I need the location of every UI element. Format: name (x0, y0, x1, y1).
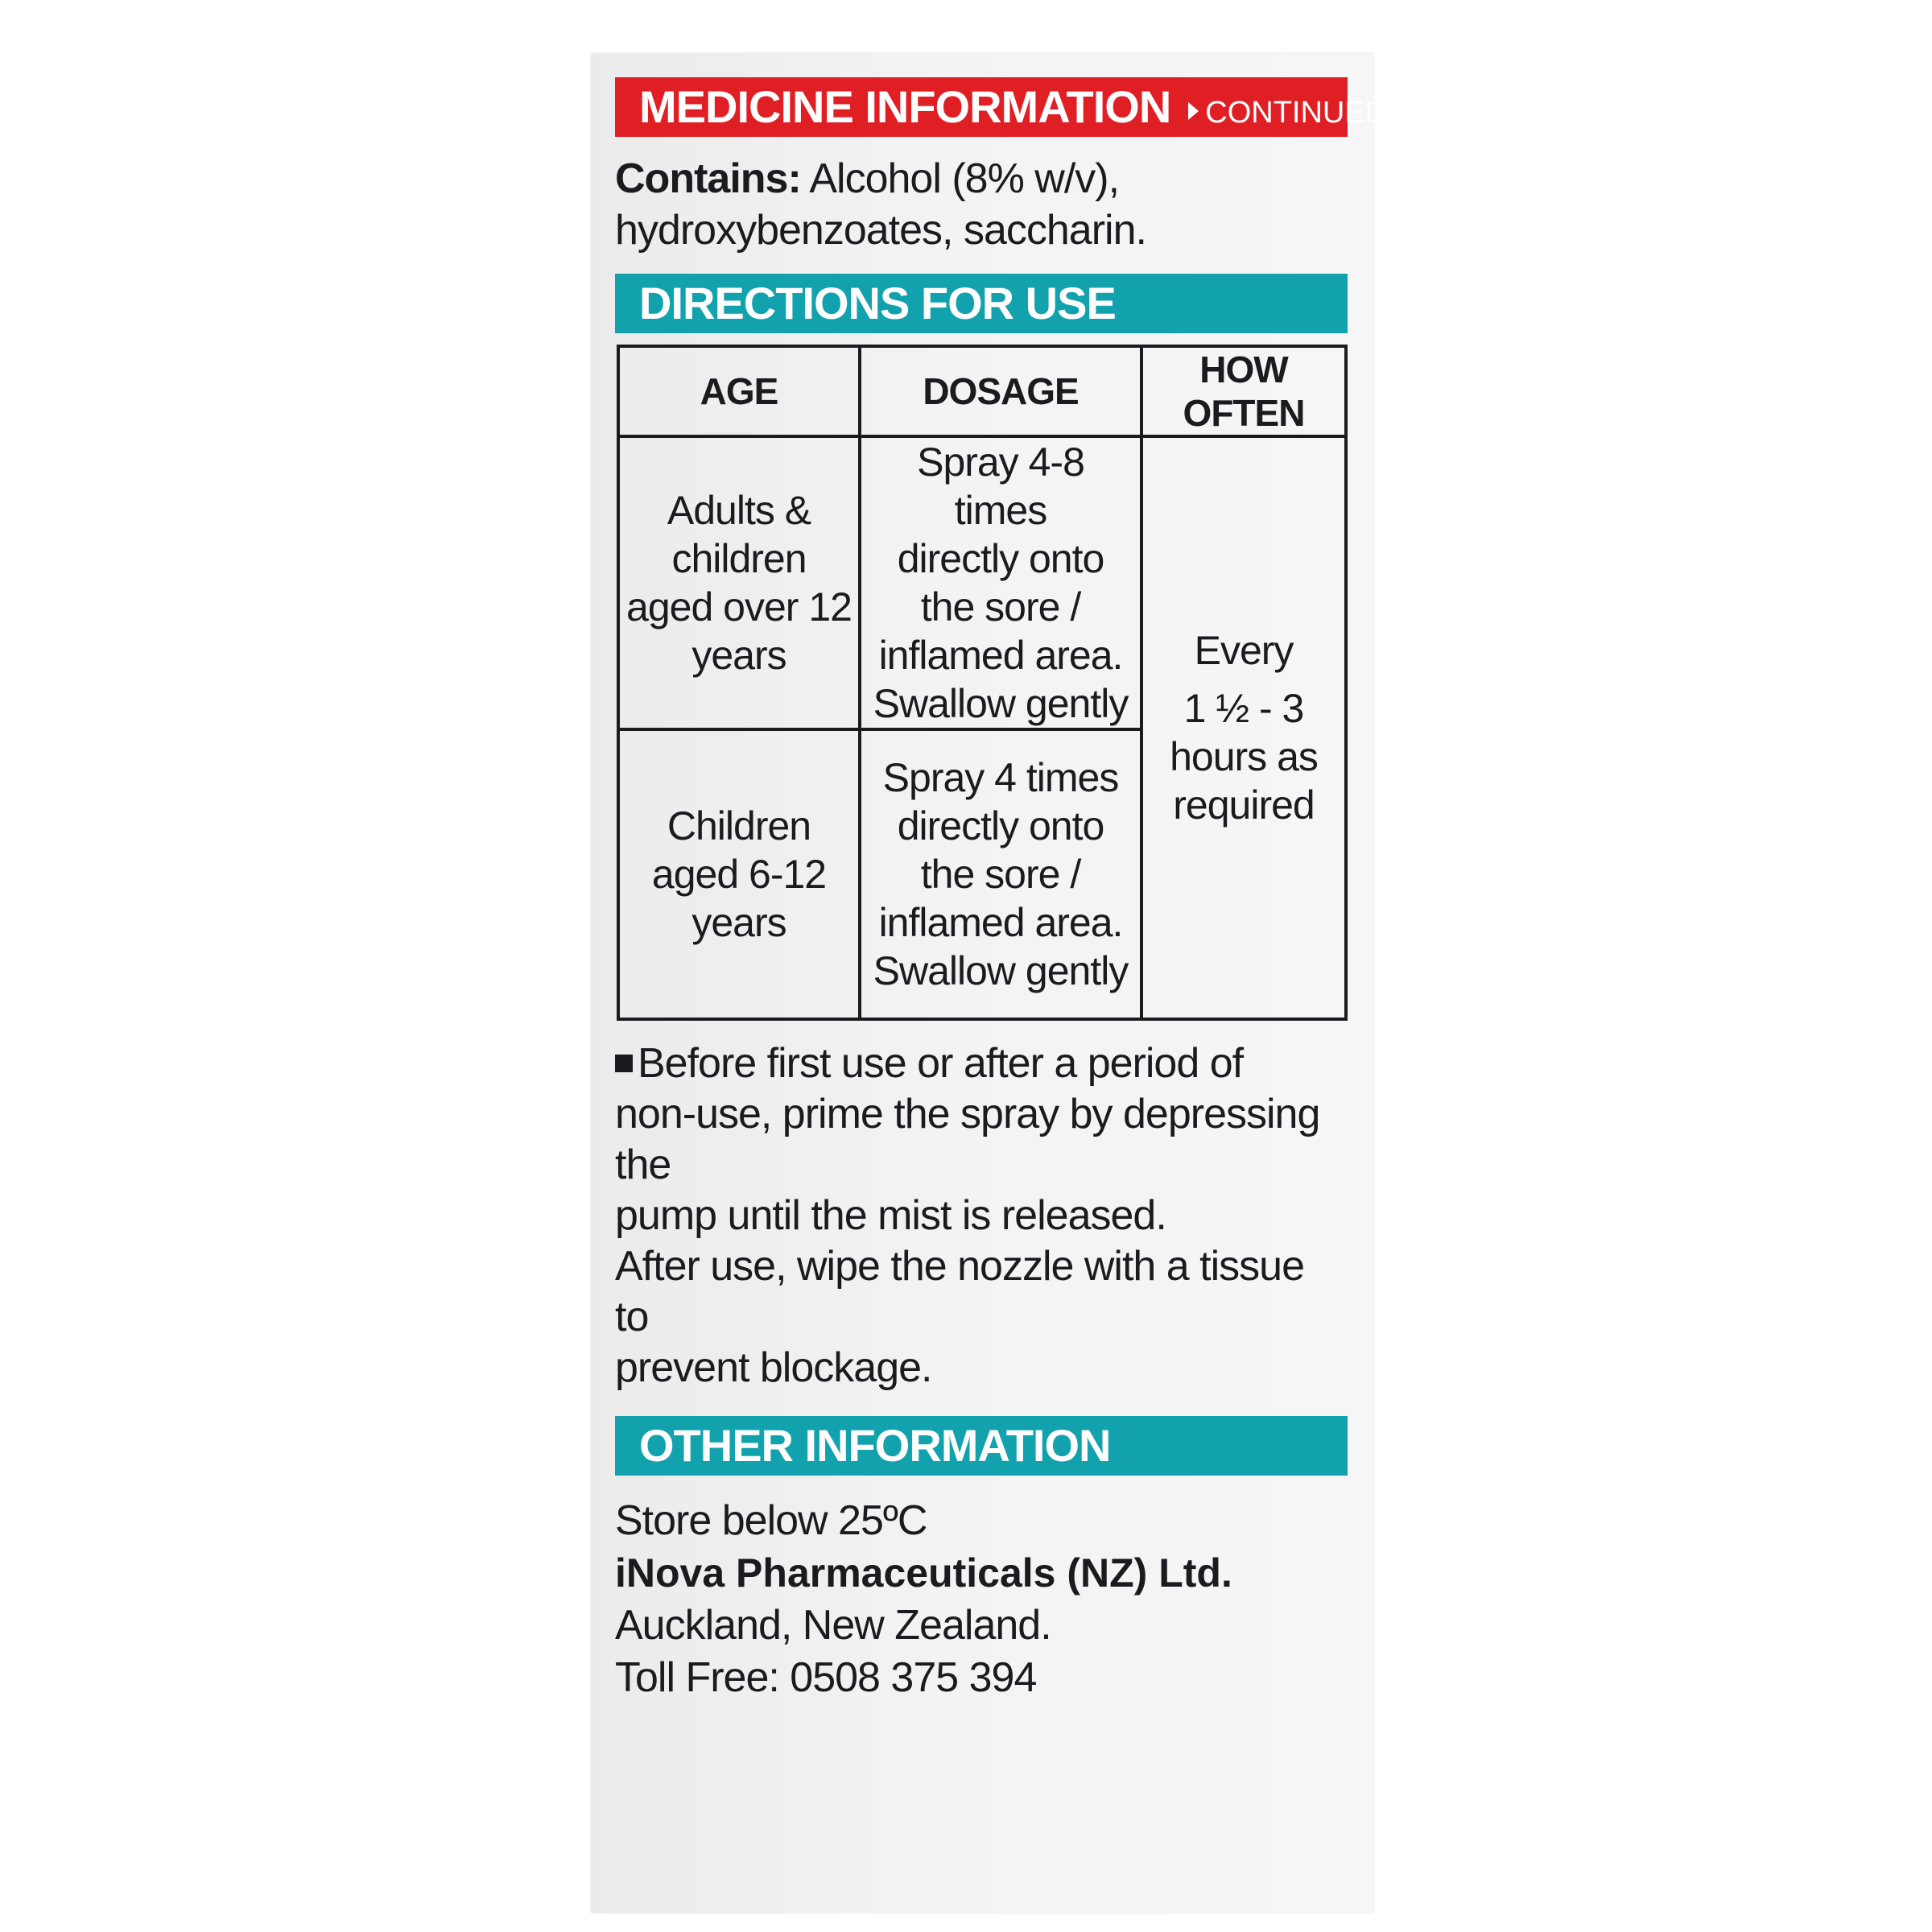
leaflet-panel (591, 53, 1388, 1913)
dosage-cell: Spray 4-8 times directly onto the sore / inflamed area. Swallow gently (860, 436, 1141, 729)
table-header-row (618, 346, 1346, 436)
company-name: iNova Pharmaceuticals (NZ) Ltd. (615, 1550, 1232, 1596)
column-header-how-often: HOW OFTEN (1141, 346, 1346, 436)
column-header-age: AGE (618, 346, 860, 436)
company-address: Auckland, New Zealand. (615, 1602, 1051, 1649)
contains-line-1: Alcohol (8% w/v), (809, 155, 1120, 202)
how-often-cell: Every 1 ½ - 3 hours as required (1141, 436, 1346, 1019)
column-header-dosage: DOSAGE (860, 346, 1141, 436)
other-information (615, 1495, 1348, 1704)
usage-notes: Before first use or after a period of non-use, prime the spray by depressing the pump until the mist is released. After use, wipe the nozzle with a tissue to prevent blockage. (615, 1040, 1320, 1391)
dosage-cell: Spray 4 times directly onto the sore / inflamed area. Swallow gently (860, 729, 1141, 1019)
contains-label: Contains: (615, 155, 801, 202)
section-title: OTHER INFORMATION (639, 1420, 1111, 1471)
continued-label: CONTINUED (1188, 96, 1387, 130)
age-cell: Children aged 6-12 years (618, 729, 860, 1019)
bullet-square-icon (615, 1055, 633, 1072)
leaflet-content (615, 77, 1388, 1704)
other-information-header (615, 1416, 1348, 1476)
dosage-table (617, 345, 1348, 1021)
age-cell: Adults & children aged over 12 years (618, 436, 860, 729)
table-row (618, 436, 1346, 729)
contains-line-2: hydroxybenzoates, saccharin. (615, 207, 1146, 254)
triangle-right-icon (1188, 102, 1199, 120)
section-title: MEDICINE INFORMATION (639, 81, 1171, 132)
medicine-information-header (615, 77, 1388, 137)
section-title: DIRECTIONS FOR USE (639, 278, 1116, 328)
directions-header (615, 274, 1348, 333)
toll-free-phone: Toll Free: 0508 375 394 (615, 1654, 1037, 1701)
contains-text (615, 153, 1348, 256)
storage-text: Store below 25ºC (615, 1497, 927, 1544)
